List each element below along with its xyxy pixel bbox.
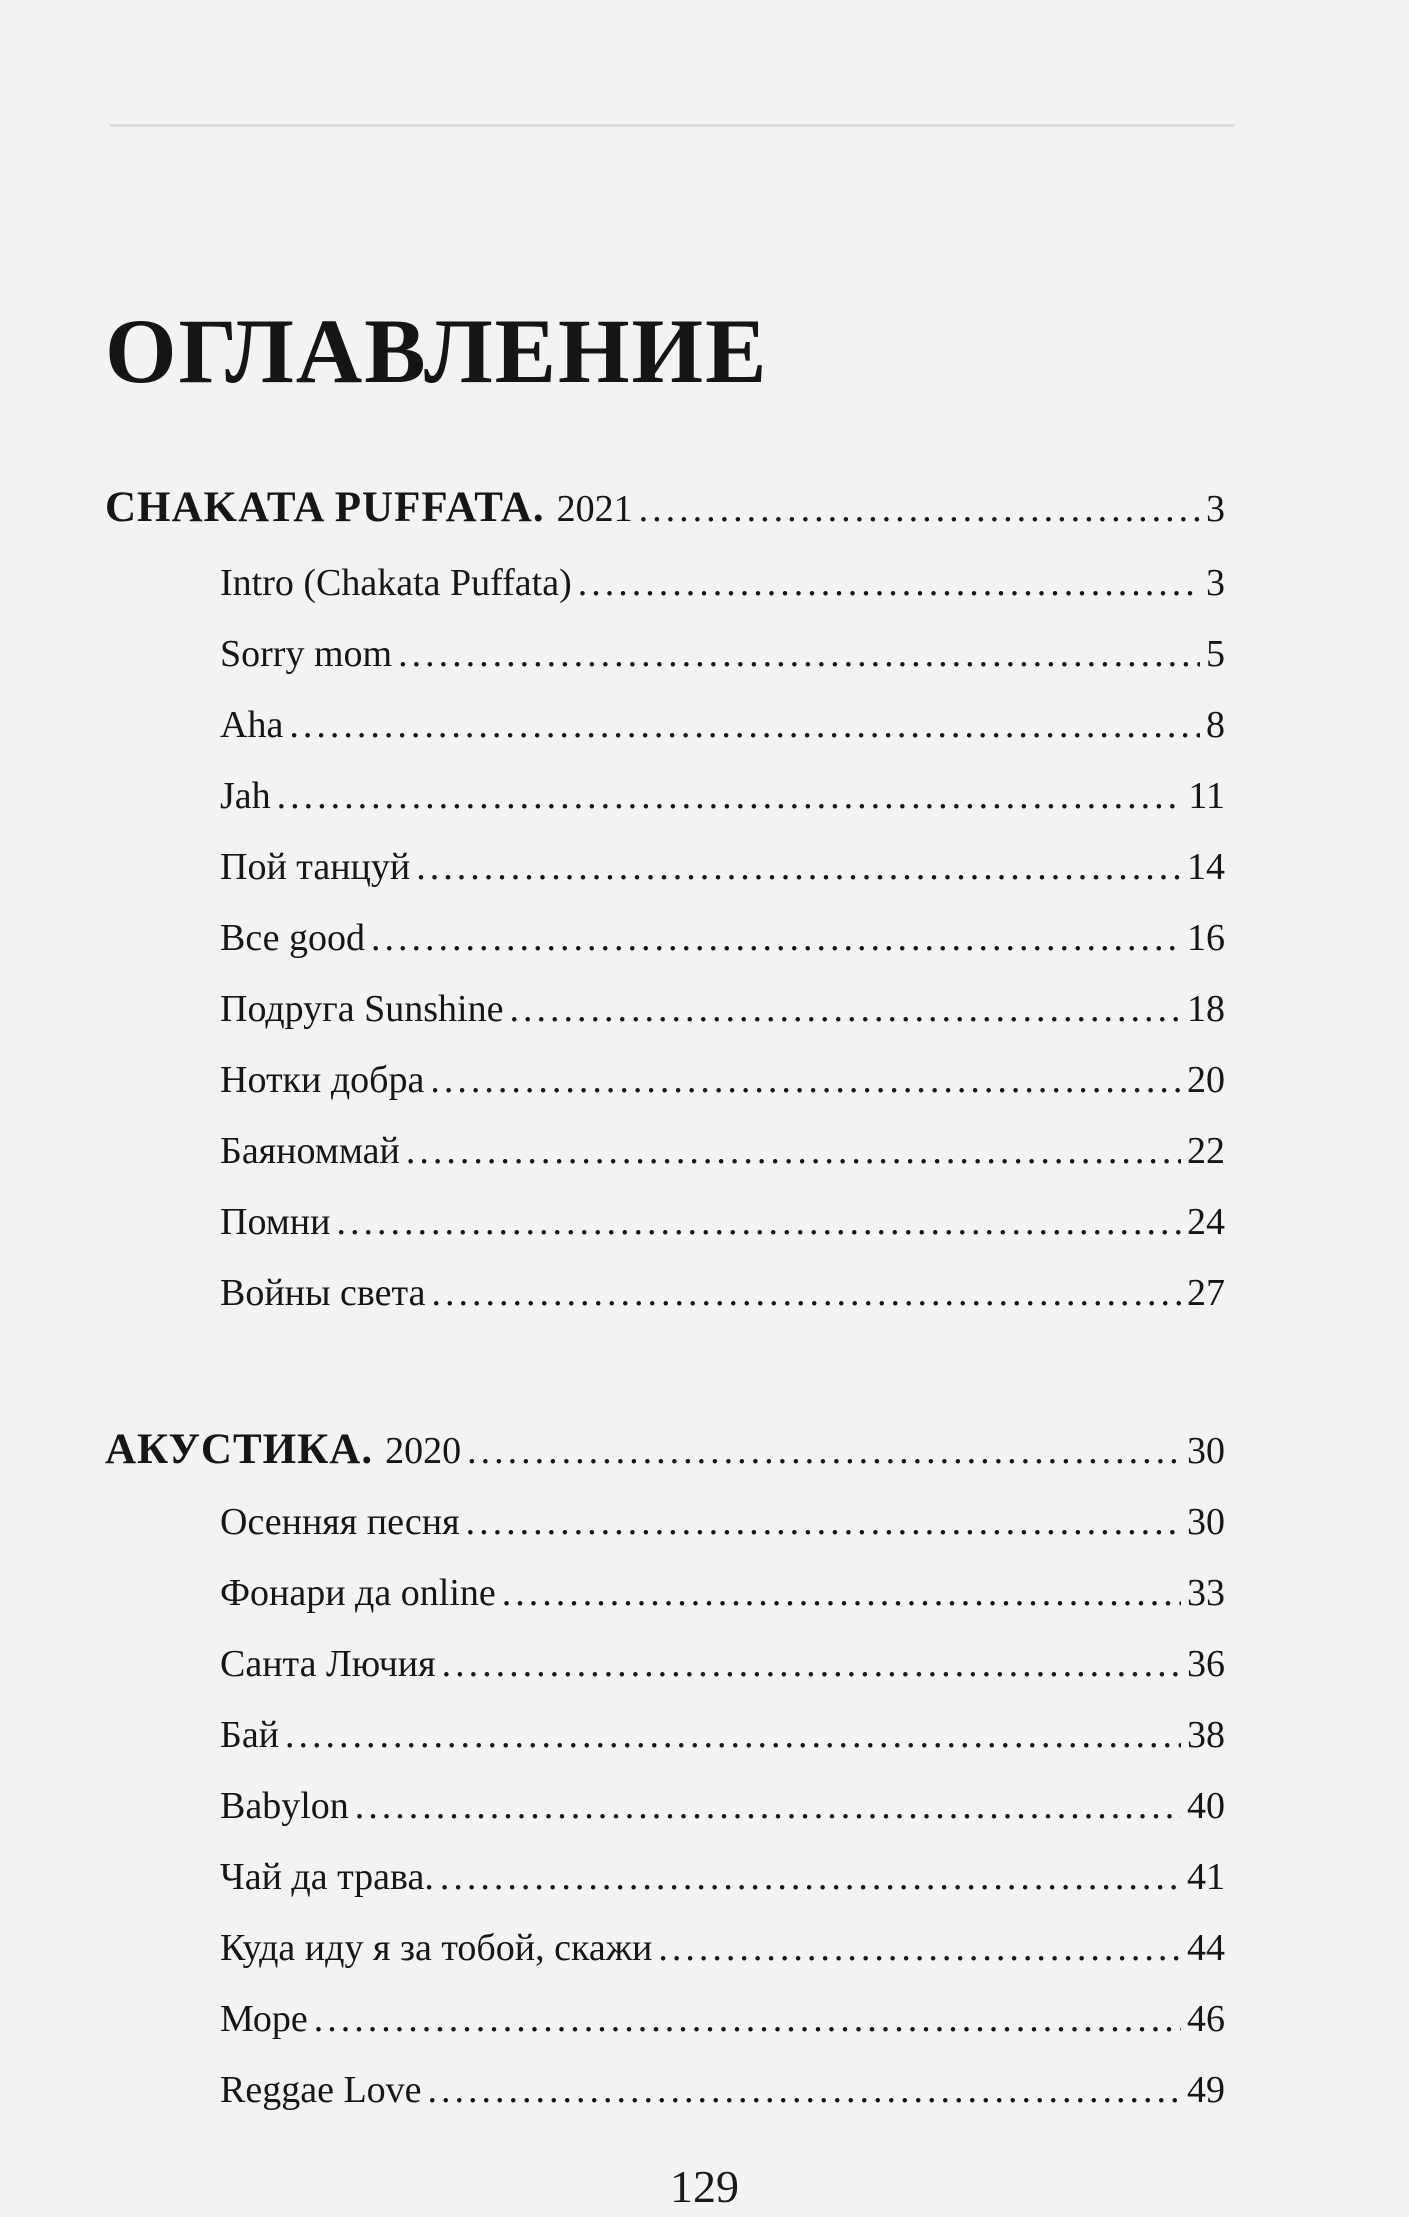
toc-entry[interactable] bbox=[220, 1991, 1225, 2047]
entry-page: 36 bbox=[1187, 1643, 1225, 1685]
dot-leader bbox=[336, 1194, 1181, 1250]
toc-entry[interactable] bbox=[220, 1920, 1225, 1976]
dot-leader bbox=[406, 1123, 1181, 1179]
dot-leader bbox=[416, 839, 1181, 895]
entry-title: Sorry mom bbox=[220, 633, 393, 675]
dot-leader bbox=[509, 981, 1181, 1037]
toc-entry[interactable] bbox=[220, 1636, 1225, 1692]
entry-title: Бай bbox=[220, 1714, 280, 1756]
toc-entry[interactable] bbox=[220, 1778, 1225, 1834]
entry-page: 38 bbox=[1187, 1714, 1225, 1756]
entry-page: 20 bbox=[1187, 1059, 1225, 1101]
entry-title: Babylon bbox=[220, 1785, 349, 1827]
entry-title: Море bbox=[220, 1998, 308, 2040]
toc-entry[interactable] bbox=[220, 1194, 1225, 1250]
section-year: 2020 bbox=[385, 1430, 462, 1472]
dot-leader bbox=[314, 1991, 1181, 2047]
toc-entry[interactable] bbox=[220, 1494, 1225, 1550]
dot-leader bbox=[355, 1778, 1181, 1834]
entry-page: 16 bbox=[1187, 917, 1225, 959]
entry-title: Reggae Love bbox=[220, 2069, 422, 2111]
entry-page: 11 bbox=[1188, 775, 1225, 817]
section-year: 2021 bbox=[556, 488, 633, 530]
entry-title: Осенняя песня bbox=[220, 1501, 460, 1543]
dot-leader bbox=[639, 481, 1200, 536]
entry-page: 3 bbox=[1206, 562, 1225, 604]
entry-page: 40 bbox=[1187, 1785, 1225, 1827]
section-name: CHAKATA PUFFATA. bbox=[105, 484, 545, 531]
dot-leader bbox=[502, 1565, 1181, 1621]
entry-title: Нотки добра bbox=[220, 1059, 425, 1101]
entry-page: 8 bbox=[1206, 704, 1225, 746]
dot-leader bbox=[428, 2062, 1181, 2118]
dot-leader bbox=[466, 1494, 1181, 1550]
toc-entry[interactable] bbox=[220, 839, 1225, 895]
entry-title: Фонари да online bbox=[220, 1572, 496, 1614]
entry-page: 41 bbox=[1187, 1856, 1225, 1898]
entry-page: 5 bbox=[1206, 633, 1225, 675]
entry-title: Все good bbox=[220, 917, 366, 959]
dot-leader bbox=[289, 697, 1200, 753]
entry-title: Куда иду я за тобой, скажи bbox=[220, 1927, 653, 1969]
entry-title: Чай да трава. bbox=[220, 1856, 434, 1898]
entry-title: Aha bbox=[220, 704, 284, 746]
entry-title: Баяноммай bbox=[220, 1130, 400, 1172]
entry-page: 14 bbox=[1187, 846, 1225, 888]
section-name: АКУСТИКА. bbox=[105, 1426, 374, 1473]
entry-page: 27 bbox=[1187, 1272, 1225, 1314]
dot-leader bbox=[578, 555, 1200, 611]
entry-title: Jah bbox=[220, 775, 271, 817]
toc-entry[interactable] bbox=[220, 697, 1225, 753]
dot-leader bbox=[430, 1052, 1181, 1108]
entry-title: Помни bbox=[220, 1201, 331, 1243]
entry-page: 44 bbox=[1187, 1927, 1225, 1969]
toc-entry[interactable] bbox=[220, 981, 1225, 1037]
section-page: 3 bbox=[1206, 488, 1225, 530]
toc-entry[interactable] bbox=[220, 2062, 1225, 2118]
entry-title: Пой танцуй bbox=[220, 846, 411, 888]
entry-page: 24 bbox=[1187, 1201, 1225, 1243]
dot-leader bbox=[285, 1707, 1181, 1763]
toc-entry[interactable] bbox=[220, 1052, 1225, 1108]
toc-entry[interactable] bbox=[220, 626, 1225, 682]
dot-leader bbox=[440, 1849, 1181, 1905]
dot-leader bbox=[398, 626, 1200, 682]
entry-page: 33 bbox=[1187, 1572, 1225, 1614]
page-title: ОГЛАВЛЕНИЕ bbox=[105, 300, 769, 402]
toc-entry[interactable] bbox=[220, 555, 1225, 611]
section-page: 30 bbox=[1187, 1430, 1225, 1472]
entry-page: 49 bbox=[1187, 2069, 1225, 2111]
toc-entry[interactable] bbox=[220, 1565, 1225, 1621]
entry-title: Intro (Chakata Puffata) bbox=[220, 562, 572, 604]
dot-leader bbox=[371, 910, 1181, 966]
entry-title: Санта Лючия bbox=[220, 1643, 436, 1685]
entry-page: 22 bbox=[1187, 1130, 1225, 1172]
entry-page: 30 bbox=[1187, 1501, 1225, 1543]
entry-page: 18 bbox=[1187, 988, 1225, 1030]
toc-entry[interactable] bbox=[220, 1707, 1225, 1763]
entry-title: Войны света bbox=[220, 1272, 426, 1314]
toc-entry[interactable] bbox=[220, 1123, 1225, 1179]
dot-leader bbox=[277, 768, 1183, 824]
toc-entry[interactable] bbox=[220, 768, 1225, 824]
page-number: 129 bbox=[670, 2161, 739, 2212]
toc-entry[interactable] bbox=[220, 1849, 1225, 1905]
toc-entry[interactable] bbox=[220, 1265, 1225, 1321]
entry-title: Подруга Sunshine bbox=[220, 988, 504, 1030]
dot-leader bbox=[442, 1636, 1181, 1692]
toc-section-chakata-puffata[interactable] bbox=[105, 480, 1225, 536]
entry-page: 46 bbox=[1187, 1998, 1225, 2040]
dot-leader bbox=[467, 1423, 1181, 1478]
toc-section-akustika[interactable] bbox=[105, 1422, 1225, 1478]
dot-leader bbox=[658, 1920, 1181, 1976]
toc-entry[interactable] bbox=[220, 910, 1225, 966]
dot-leader bbox=[431, 1265, 1181, 1321]
